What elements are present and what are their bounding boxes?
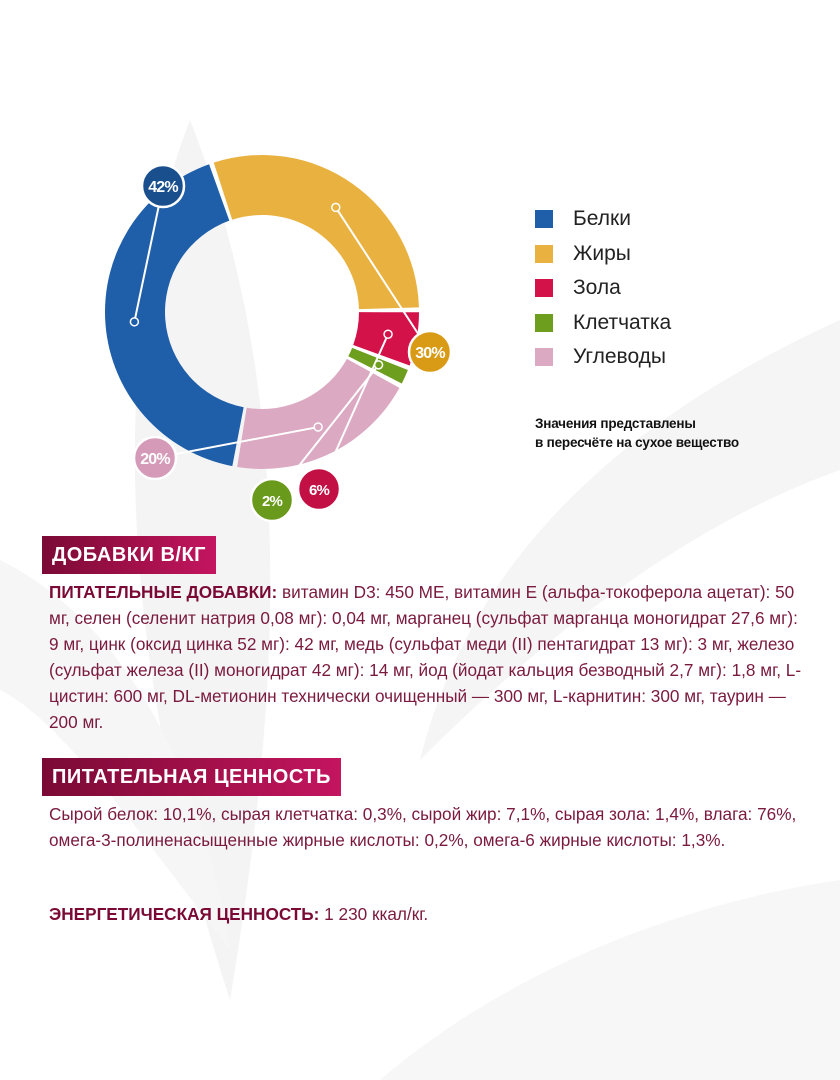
legend-swatch: [535, 279, 553, 297]
legend-swatch: [535, 314, 553, 332]
legend-swatch: [535, 245, 553, 263]
donut-slice-0: [105, 164, 244, 466]
energy-lead: ЭНЕРГЕТИЧЕСКАЯ ЦЕННОСТЬ:: [49, 904, 320, 924]
callout-dot-1: [332, 203, 340, 211]
callout-dot-4: [314, 423, 322, 431]
chart-note: [535, 414, 795, 452]
legend-label: Жиры: [573, 241, 631, 265]
legend-label: Белки: [573, 207, 631, 231]
value-label-4: 20%: [140, 451, 170, 468]
additives-paragraph: [49, 579, 809, 735]
value-label-1: 30%: [415, 345, 445, 362]
additives-text: витамин D3: 450 МЕ, витамин Е (альфа-токоферола ацетат): 50 мг, селен (селенит натрия 0,08 мг): 0,04 мг, марганец (сульфат марганца моногидрат 27,6 мг): 9 мг, цинк (оксид цинка 52 мг): 42 мг, медь (сульфат меди (II) пентагидрат 13 мг): 3 мг, железо (сульфат железа (II) моногидрат 42 мг): 14 мг, йод (йодат кальция безводный 2,7 мг): 1,8 мг, L-цистин: 600 мг, DL-метионин технически очищенный — 300 мг, L-карнитин: 300 мг, таурин — 200 мг.: [49, 582, 802, 732]
legend-item-0: [535, 202, 671, 237]
legend-item-1: [535, 237, 671, 272]
legend-swatch: [535, 348, 553, 366]
legend-label: Клетчатка: [573, 310, 672, 334]
energy-text: 1 230 ккал/кг.: [324, 904, 429, 924]
value-label-2: 6%: [308, 482, 330, 499]
legend-item-2: [535, 271, 671, 306]
legend-label: Углеводы: [573, 345, 667, 369]
chart-legend: [535, 202, 671, 375]
chart-note-line-1: Значения представлены: [535, 416, 696, 431]
callout-dot-0: [130, 318, 138, 326]
nutrition-heading: ПИТАТЕЛЬНАЯ ЦЕННОСТЬ: [42, 758, 341, 796]
legend-item-3: [535, 306, 671, 341]
legend-item-4: [535, 340, 671, 375]
additives-lead: ПИТАТЕЛЬНЫЕ ДОБАВКИ:: [49, 582, 278, 602]
nutrition-paragraph: Сырой белок: 10,1%, сырая клетчатка: 0,3%, сырой жир: 7,1%, сырая зола: 1,4%, влага: 76%, омега-3-полиненасыщенные жирные кислоты: 0,2%, омега-6 жирные кислоты: 1,3%.: [49, 804, 797, 850]
donut-slice-4: [237, 359, 399, 469]
chart-note-line-2: в пересчёте на сухое вещество: [535, 435, 739, 450]
legend-label: Зола: [573, 276, 621, 300]
callout-dot-2: [384, 330, 392, 338]
value-label-3: 2%: [261, 493, 283, 510]
additives-heading: ДОБАВКИ В/КГ: [42, 536, 216, 574]
energy-paragraph: [49, 901, 809, 927]
legend-swatch: [535, 210, 553, 228]
callout-dot-3: [375, 361, 383, 369]
value-label-0: 42%: [148, 179, 178, 196]
